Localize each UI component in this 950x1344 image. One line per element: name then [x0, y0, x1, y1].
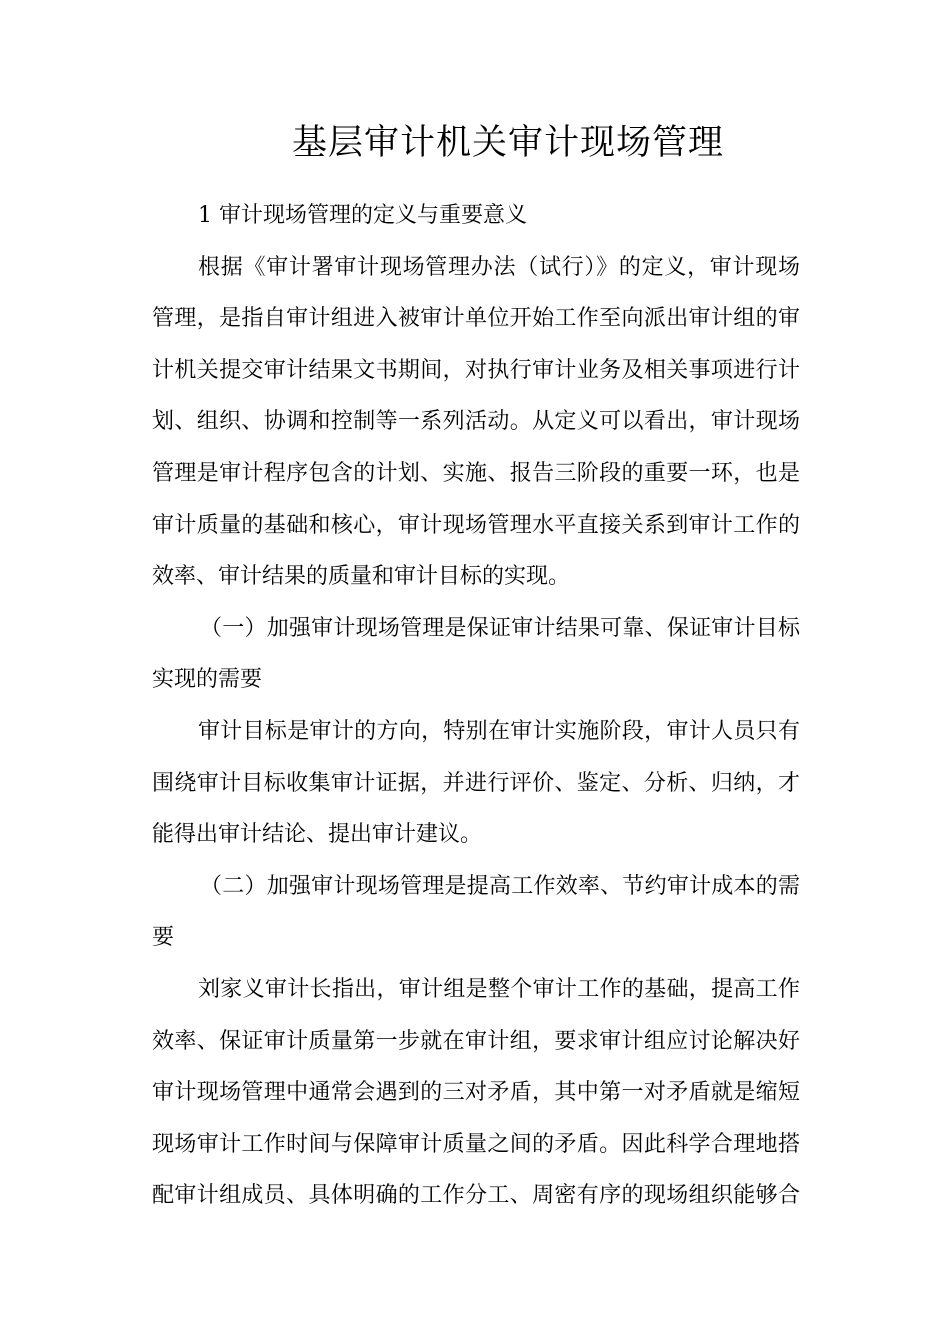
text-line: （一）加强审计现场管理是保证审计结果可靠、保证审计目标	[200, 615, 800, 641]
text-line: 能得出审计结论、提出审计建议。	[152, 822, 483, 848]
text-line: 配审计组成员、具体明确的工作分工、周密有序的现场组织能够合	[152, 1183, 800, 1209]
text-line: 审计现场管理中通常会遇到的三对矛盾，其中第一对矛盾就是缩短	[152, 1080, 800, 1106]
text-line: 管理是审计程序包含的计划、实施、报告三阶段的重要一环，也是	[152, 460, 800, 486]
text-line: 1 审计现场管理的定义与重要意义	[198, 203, 527, 228]
text-line: 效率、保证审计质量第一步就在审计组，要求审计组应讨论解决好	[152, 1028, 800, 1054]
document-body	[152, 190, 800, 1222]
text-line: 管理，是指自审计组进入被审计单位开始工作至向派出审计组的审	[152, 306, 800, 332]
text-line: 围绕审计目标收集审计证据，并进行评价、鉴定、分析、归纳，才	[152, 770, 800, 796]
text-line: 计机关提交审计结果文书期间，对执行审计业务及相关事项进行计	[152, 357, 800, 383]
document-title: 基层审计机关审计现场管理	[291, 123, 724, 163]
text-line: 划、组织、协调和控制等一系列活动。从定义可以看出，审计现场	[152, 409, 800, 435]
text-line: 要	[152, 925, 175, 951]
text-line: 实现的需要	[152, 667, 263, 693]
text-line: 现场审计工作时间与保障审计质量之间的矛盾。因此科学合理地搭	[152, 1131, 800, 1157]
text-line: 刘家义审计长指出，审计组是整个审计工作的基础，提高工作	[198, 976, 800, 1002]
text-line: 审计目标是审计的方向，特别在审计实施阶段，审计人员只有	[198, 718, 800, 744]
text-line: 根据《审计署审计现场管理办法（试行）》的定义，审计现场	[198, 254, 800, 280]
text-line: 效率、审计结果的质量和审计目标的实现。	[152, 564, 571, 590]
text-line: 审计质量的基础和核心，审计现场管理水平直接关系到审计工作的	[152, 512, 800, 538]
text-line: （二）加强审计现场管理是提高工作效率、节约审计成本的需	[200, 873, 800, 899]
